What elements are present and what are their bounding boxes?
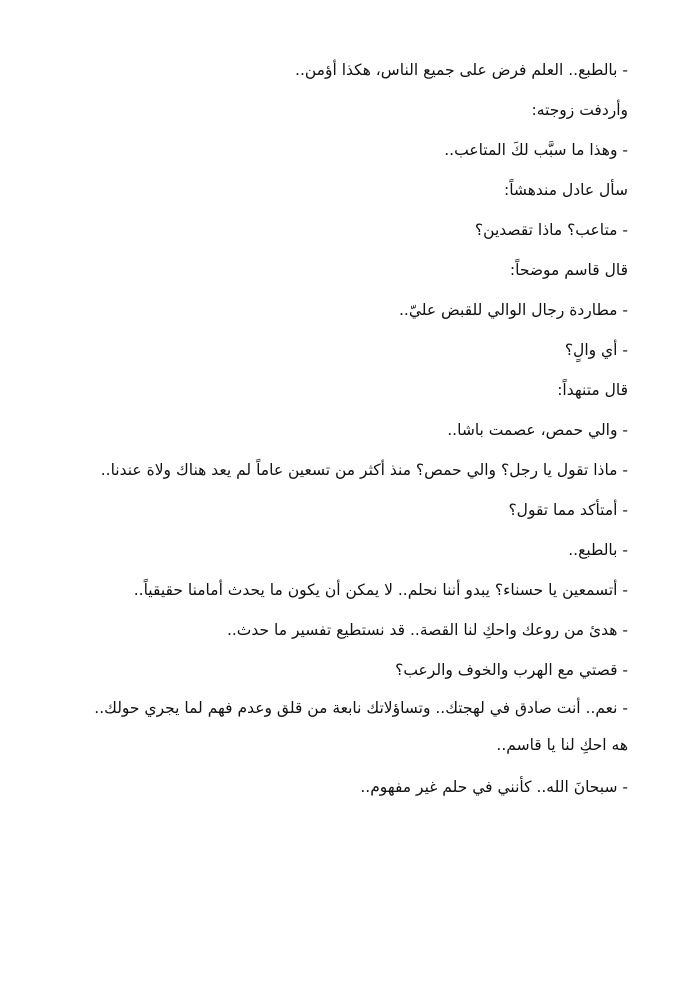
paragraph-12: - أمتأكد مما تقول؟ (508, 501, 628, 519)
paragraph-17: - نعم.. أنت صادق في لهجتك.. وتساؤلاتك نابعة من قلق وعدم فهم لما يجري حولك.. هه احكِ لنا يا قاسم.. (94, 699, 628, 754)
paragraph-13: - بالطبع.. (568, 541, 628, 559)
paragraph-18: - سبحانَ الله.. كأنني في حلم غير مفهوم.. (360, 778, 628, 796)
paragraph-5: - متاعب؟ ماذا تقصدين؟ (474, 221, 628, 239)
paragraph-16: - قصتي مع الهرب والخوف والرعب؟ (395, 661, 628, 679)
paragraph-2: وأردفت زوجته: (531, 101, 628, 119)
paragraph-3: - وهذا ما سبَّب لكَ المتاعب.. (444, 141, 628, 159)
paragraph-11: - ماذا تقول يا رجل؟ والي حمص؟ منذ أكثر من تسعين عاماً لم يعد هناك ولاة عندنا.. (100, 461, 628, 479)
dialogue-text-block (74, 50, 628, 807)
paragraph-9: قال متنهداً: (557, 381, 628, 399)
paragraph-14: - أتسمعين يا حسناء؟ يبدو أننا نحلم.. لا يمكن أن يكون ما يحدث أمامنا حقيقياً.. (133, 581, 628, 599)
paragraph-4: سأل عادل مندهشاً: (503, 181, 628, 199)
paragraph-15: - هدئ من روعك واحكِ لنا القصة.. قد نستطيع تفسير ما حدث.. (226, 621, 628, 639)
paragraph-8: - أي والٍ؟ (564, 341, 628, 359)
paragraph-10: - والي حمص، عصمت باشا.. (447, 421, 628, 439)
paragraph-7: - مطاردة رجال الوالي للقبض عليّ.. (398, 301, 628, 319)
paragraph-6: قال قاسم موضحاً: (509, 261, 628, 279)
paragraph-1: - بالطبع.. العلم فرض على جميع الناس، هكذا أؤمن.. (295, 61, 628, 79)
